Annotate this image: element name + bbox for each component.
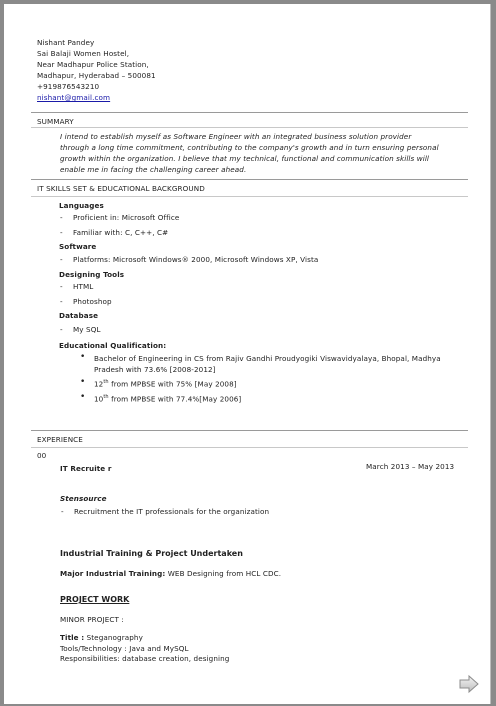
project-title-label: Title : — [60, 633, 85, 642]
major-training — [60, 569, 281, 578]
summary-heading: SUMMARY — [37, 117, 74, 126]
project-responsibilities: Responsibilities: database creation, designing — [60, 654, 230, 663]
experience-heading: EXPERIENCE — [37, 435, 83, 444]
software-title: Software — [59, 242, 97, 251]
list-item: - HTML — [73, 282, 93, 291]
divider — [31, 447, 468, 448]
list-item: - Proficient in: Microsoft Office — [73, 213, 179, 222]
job-role: IT Recruite r — [60, 464, 112, 473]
next-page-arrow-icon[interactable] — [458, 674, 480, 694]
list-item: - Photoshop — [73, 297, 112, 306]
job-duty: - Recruitment the IT professionals for the organization — [74, 507, 269, 516]
list-item: - Platforms: Microsoft Windows® 2000, Microsoft Windows XP, Vista — [73, 255, 318, 264]
education-detail: from MPBSE with 75% [May 2008] — [108, 379, 237, 389]
grade-number: 10 — [94, 394, 104, 404]
summary-line: enable me in facing the challenging career ahead. — [60, 165, 247, 174]
list-item: - Familiar with: C, C++, C# — [73, 228, 168, 237]
languages-title: Languages — [59, 201, 104, 210]
major-training-label: Major Industrial Training: — [60, 569, 166, 578]
resume-page — [4, 4, 491, 704]
grade-suffix: th — [103, 394, 109, 400]
address-line-1: Sai Balaji Women Hostel, — [37, 49, 130, 58]
summary-line: growth within the organization. I believe that my technical, functional and communication skills will — [60, 154, 430, 163]
education-title: Educational Qualification: — [59, 341, 167, 350]
summary-line: through a long time commitment, contributing to the company's growth and in turn ensuring personal — [60, 143, 439, 152]
project-title-value: Steganography — [84, 633, 143, 642]
database-title: Database — [59, 311, 99, 320]
education-item-cont: Pradesh with 73.6% [2008-2012] — [94, 365, 216, 374]
minor-project-label: MINOR PROJECT : — [60, 615, 124, 624]
job-dates: March 2013 – May 2013 — [366, 462, 455, 471]
phone-number: +919876543210 — [37, 82, 100, 91]
email-link[interactable]: nishant@gmail.com — [37, 93, 111, 102]
education-item: • Bachelor of Engineering in CS from Rajiv Gandhi Proudyogiki Viswavidyalaya, Bhopal, Madhya — [94, 354, 441, 363]
project-heading: PROJECT WORK — [60, 595, 130, 604]
divider — [31, 179, 468, 180]
major-training-value: WEB Designing from HCL CDC. — [165, 569, 282, 578]
education-item — [94, 379, 237, 388]
grade-suffix: th — [103, 379, 109, 385]
address-line-3: Madhapur, Hyderabad – 500081 — [37, 71, 156, 80]
project-title — [60, 633, 143, 642]
summary-line: I intend to establish myself as Software Engineer with an integrated business solution provider — [60, 132, 412, 141]
divider — [31, 127, 468, 128]
education-item — [94, 394, 241, 403]
design-tools-title: Designing Tools — [59, 270, 125, 279]
divider — [31, 196, 468, 197]
list-item: - My SQL — [73, 325, 101, 334]
training-heading: Industrial Training & Project Undertaken — [60, 549, 243, 558]
education-detail: from MPBSE with 77.4%[May 2006] — [108, 394, 242, 404]
divider — [31, 112, 468, 113]
skills-heading: IT SKILLS SET & EDUCATIONAL BACKGROUND — [37, 184, 205, 193]
grade-number: 12 — [94, 379, 104, 389]
divider — [31, 430, 468, 431]
experience-sub: 00 — [37, 451, 47, 460]
address-line-2: Near Madhapur Police Station, — [37, 60, 149, 69]
candidate-name: Nishant Pandey — [37, 38, 95, 47]
company-name: Stensource — [60, 494, 107, 503]
project-tools: Tools/Technology : Java and MySQL — [60, 644, 189, 653]
